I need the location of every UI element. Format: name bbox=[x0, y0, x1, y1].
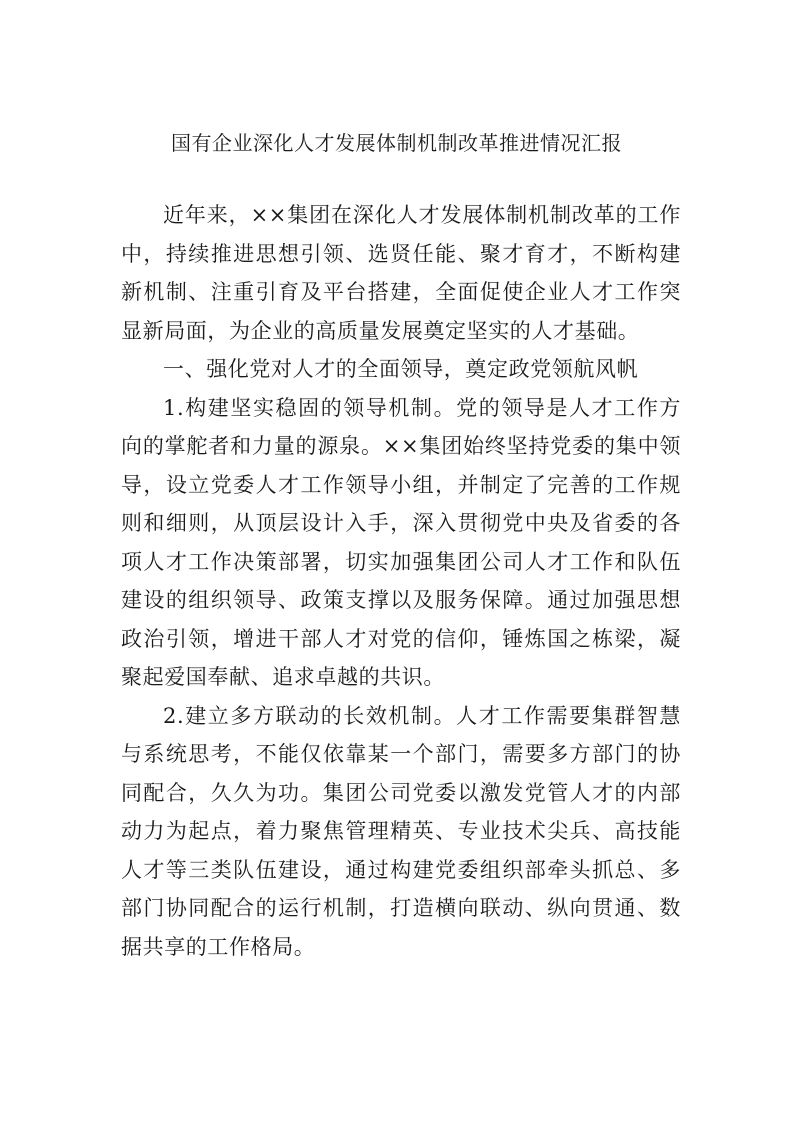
paragraph-intro: 近年来，××集团在深化人才发展体制机制改革的工作中，持续推进思想引领、选贤任能、聚才育才，不断构建新机制、注重引育及平台搭建，全面促使企业人才工作突显新局面，为企业的高质量发展奠定坚实的人才基础。 bbox=[121, 203, 681, 343]
section-heading-1: 一、强化党对人才的全面领导，奠定政党领航风帆 bbox=[163, 357, 639, 381]
document-title: 国有企业深化人才发展体制机制改革推进情况汇报 bbox=[171, 131, 622, 155]
paragraph-point-2: 2.建立多方联动的长效机制。人才工作需要集群智慧与系统思考，不能仅依靠某一个部门，需要多方部门的协同配合，久久为功。集团公司党委以激发党管人才的内部动力为起点，着力聚焦管理精英、专业技术尖兵、高技能人才等三类队伍建设，通过构建党委组织部牵头抓总、多部门协同配合的运行机制，打造横向联动、纵向贯通、数据共享的工作格局。 bbox=[121, 703, 681, 959]
document-body bbox=[121, 196, 681, 966]
paragraph-point-1: 1.构建坚实稳固的领导机制。党的领导是人才工作方向的掌舵者和力量的源泉。××集团始终坚持党委的集中领导，设立党委人才工作领导小组，并制定了完善的工作规则和细则，从顶层设计入手，深入贯彻党中央及省委的各项人才工作决策部署，切实加强集团公司人才工作和队伍建设的组织领导、政策支撑以及服务保障。通过加强思想政治引领，增进干部人才对党的信仰，锤炼国之栋梁，凝聚起爱国奉献、追求卓越的共识。 bbox=[121, 395, 681, 689]
